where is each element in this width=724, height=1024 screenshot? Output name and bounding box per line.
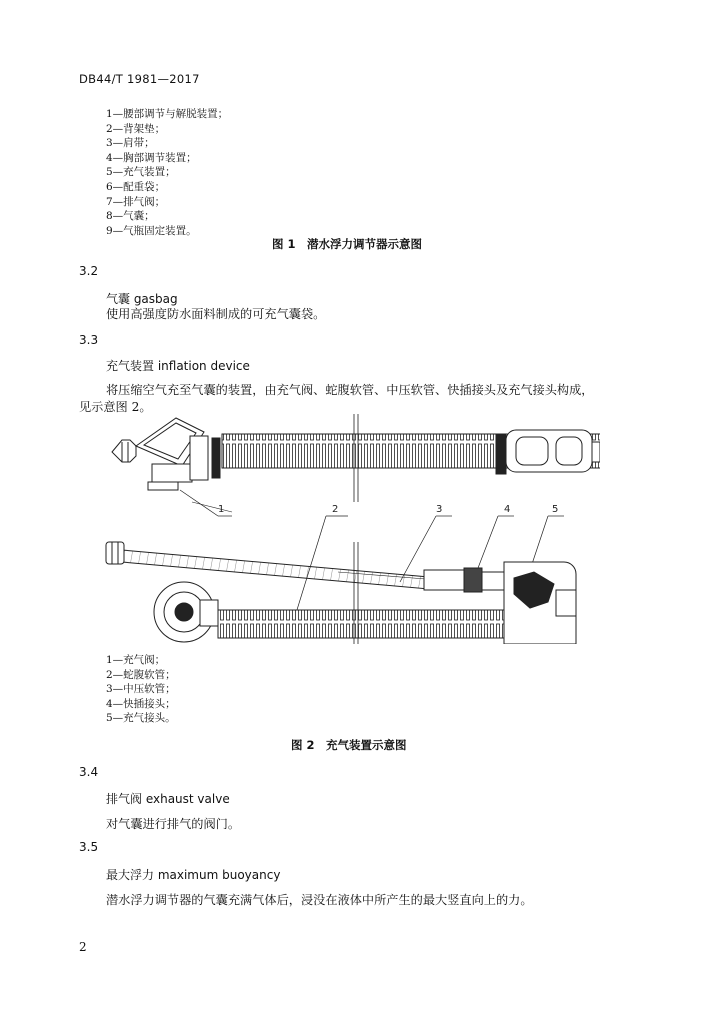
hose-end-fitting bbox=[106, 542, 124, 564]
term-title: 排气阀 exhaust valve bbox=[106, 792, 230, 806]
legend-item: 5—充气接头。 bbox=[106, 712, 176, 725]
legend-item: 3—肩带； bbox=[106, 137, 155, 150]
callout-label: 3 bbox=[436, 504, 443, 515]
figure2-caption: 图 2 充气装置示意图 bbox=[291, 738, 407, 752]
term-definition: 使用高强度防水面料制成的可充气囊袋。 bbox=[106, 307, 326, 321]
inflation-valve-top-view bbox=[112, 418, 220, 490]
inflation-connector-side-view bbox=[504, 562, 576, 644]
corrugated-hose-side bbox=[218, 610, 504, 638]
document-code: DB44/T 1981—2017 bbox=[79, 72, 200, 86]
legend-item: 8—气囊； bbox=[106, 210, 155, 223]
legend-item: 7—排气阀； bbox=[106, 195, 166, 208]
term-definition: 潜水浮力调节器的气囊充满气体后，浸没在液体中所产生的最大竖直向上的力。 bbox=[106, 893, 533, 907]
legend-item: 2—蛇腹软管； bbox=[106, 668, 176, 681]
term-title: 气囊 gasbag bbox=[106, 292, 178, 306]
legend-item: 3—中压软管； bbox=[106, 683, 176, 696]
term-definition-continued: 见示意图 2。 bbox=[79, 400, 152, 414]
figure2-legend bbox=[106, 653, 176, 726]
callout-label: 1 bbox=[218, 504, 225, 515]
legend-item: 1—充气阀； bbox=[106, 654, 166, 666]
legend-item: 2—背架垫； bbox=[106, 122, 166, 135]
legend-item: 6—配重袋； bbox=[106, 180, 166, 193]
section-number: 3.5 bbox=[79, 840, 99, 854]
figure1-caption: 图 1 潜水浮力调节器示意图 bbox=[272, 237, 423, 251]
callout-label: 5 bbox=[552, 504, 559, 515]
term-definition: 将压缩空气充至气囊的装置，由充气阀、蛇腹软管、中压软管、快插接头及充气接头构成， bbox=[106, 383, 594, 397]
section-number: 3.3 bbox=[79, 333, 99, 347]
leader-line bbox=[192, 502, 232, 512]
inflation-device-figure bbox=[100, 412, 600, 644]
connector-top-view bbox=[496, 430, 600, 474]
quick-connector bbox=[424, 568, 506, 592]
legend-item: 4—胸部调节装置； bbox=[106, 151, 197, 164]
legend-item: 9—气瓶固定装置。 bbox=[106, 224, 197, 237]
inflation-valve-side-view bbox=[154, 582, 218, 642]
legend-item: 1—腰部调节与解脱装置； bbox=[106, 108, 229, 120]
term-title: 充气装置 inflation device bbox=[106, 359, 250, 373]
callout-label: 4 bbox=[504, 504, 511, 515]
legend-item: 5—充气装置； bbox=[106, 166, 176, 179]
page-number: 2 bbox=[79, 940, 87, 954]
section-number: 3.4 bbox=[79, 765, 99, 779]
figure1-legend bbox=[106, 107, 228, 238]
legend-item: 4—快插接头； bbox=[106, 697, 176, 710]
section-number: 3.2 bbox=[79, 264, 99, 278]
callout-label: 2 bbox=[332, 504, 339, 515]
medium-pressure-hose bbox=[122, 550, 440, 590]
term-title: 最大浮力 maximum buoyancy bbox=[106, 868, 281, 882]
term-definition: 对气囊进行排气的阀门。 bbox=[106, 817, 241, 831]
